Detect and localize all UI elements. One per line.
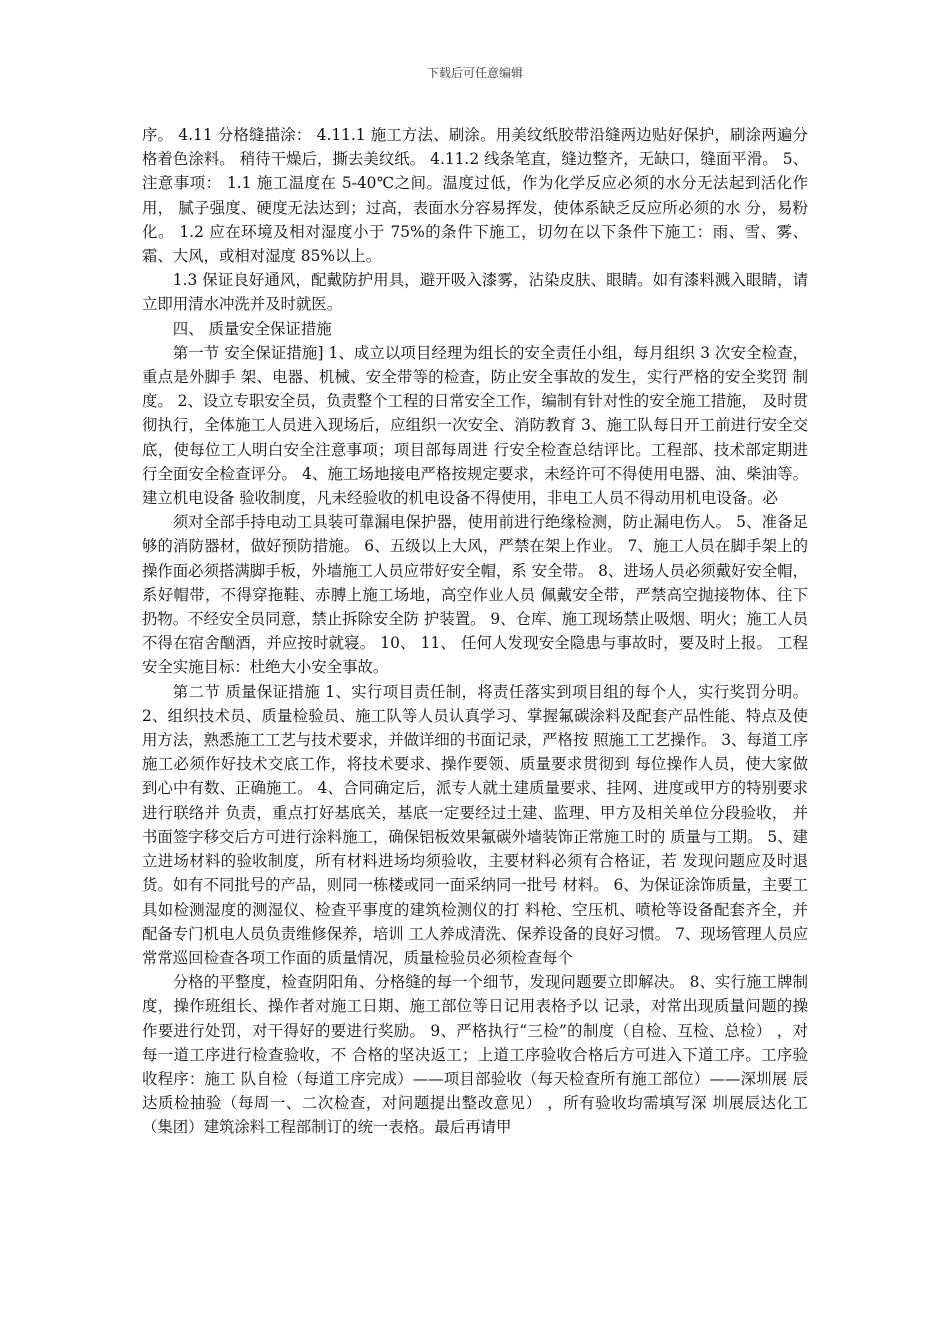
paragraph-safety-continued: 须对全部手持电动工具装可靠漏电保护器，使用前进行绝缘检测，防止漏电伤人。 5、准备足够的消防器材，做好预防措施。 6、五级以上大风，严禁在架上作业。 7、施工人员在脚手架上的操作面必须搭满脚手板，外墙施工人员应带好安全帽，系 安全带。 8、进场人员必须戴好安全帽，系好帽带，不得穿拖鞋、赤膊上施工场地，高空作业人员 佩戴安全带，严禁高空抛接物体、往下扔物。不经安全员同意，禁止拆除安全防 护装置。 9、仓库、施工现场禁止吸烟、明火；施工人员不得在宿舍酗酒，并应按时就寝。 10、 11、 任何人发现安全隐患与事故时，要及时上报。 工程安全实施目标：杜绝大小安全事故。 [142,513,808,677]
paragraph-quality-continued: 分格的平整度，检查阴阳角、分格缝的每一个细节，发现问题要立即解决。 8、实行施工牌制度，操作班组长、操作者对施工日期、施工部位等日记用表格予以 记录，对常出现质量问题的操作要进行处罚，对干得好的要进行奖励。 9、严格执行“三检”的制度（自检、互检、总检） ，对每一道工序进行检查验收，不 合格的坚决返工；上道工序验收合格后方可进入下道工序。工序验收程序：施工 队自检（每道工序完成）——项目部验收（每天检查所有施工部位）——深圳展 辰达质检抽验（每周一、二次检查，对问题提出整改意见） ，所有验收均需填写深 圳展辰达化工（集团）建筑涂料工程部制订的统一表格。最后再请甲 [142,973,808,1137]
paragraph-ventilation: 1.3 保证良好通风，配戴防护用具，避开吸入漆雾，沾染皮肤、眼睛。如有漆料溅入眼睛，请立即用清水冲洗并及时就医。 [142,271,808,314]
paragraph-finishing-notes: 序。 4.11 分格缝描涂： 4.11.1 施工方法、刷涂。用美纹纸胶带沿缝两边贴好保护，刷涂两遍分格着色涂料。 稍待干燥后，撕去美纹纸。 4.11.2 线条笔直，缝边整齐，无缺口，缝面平滑。 5、注意事项： 1.1 施工温度在 5-40℃之间。温度过低，作为化学反应必须的水分无法起到活化作用， 腻子强度、硬度无法达到；过高，表面水分容易挥发，使体系缺乏反应所必须的水 分，易粉化。 1.2 应在环境及相对湿度小于 75%的条件下施工，切勿在以下条件下施工：雨、雪、雾、 霜、大风，或相对湿度 85%以上。 [142,126,808,266]
section-heading-quality-safety: 四、 质量安全保证措施 [172,319,332,338]
paragraph-safety-measures: 第一节 安全保证措施] 1、成立以项目经理为组长的安全责任小组，每月组织 3 次安全检查，重点是外脚手 架、电器、机械、安全带等的检查，防止安全事故的发生，实行严格的安全奖罚 制度。 2、设立专职安全员，负责整个工程的日常安全工作，编制有针对性的安全施工措施， 及时贯彻执行，全体施工人员进入现场后，应组织一次安全、消防教育 3、施工队每日开工前进行安全交底，使每位工人明白安全注意事项；项目部每周进 行安全检查总结评比。工程部、技术部定期进行全面安全检查评分。 4、施工场地接电严格按规定要求，未经许可不得使用电器、油、柴油等。建立机电设备 验收制度，凡未经验收的机电设备不得使用，非电工人员不得动用机电设备。必 [142,343,808,508]
paragraph-quality-measures: 第二节 质量保证措施 1、实行项目责任制，将责任落实到项目组的每个人，实行奖罚分明。 2、组织技术员、质量检验员、施工队等人员认真学习、掌握氟碳涂料及配套产品性能、特点及使用方法，熟悉施工工艺与技术要求，并做详细的书面记录，严格按 照施工工艺操作。 3、每道工序施工必须作好技术交底工作，将技术要求、操作要领、质量要求贯彻到 每位操作人员，使大家做到心中有数、正确施工。 4、合同确定后，派专人就土建质量要求、挂网、进度或甲方的特别要求进行联络并 负责，重点打好基底关，基底一定要经过土建、监理、甲方及相关单位分段验收， 并书面签字移交后方可进行涂料施工，确保铝板效果氟碳外墙装饰正常施工时的 质量与工期。 5、建立进场材料的验收制度，所有材料进场均须验收，主要材料必须有合格证，若 发现问题应及时退货。如有不同批号的产品，则同一栋楼或同一面采纳同一批号 材料。 6、为保证涂饰质量，主要工具如检测湿度的测湿仪、检查平事度的建筑检测仪的打 料枪、空压机、喷枪等设备配套齐全，并配备专门机电人员负责维修保养，培训 工人养成清洗、保养设备的良好习惯。 7、现场管理人员应常常巡回检查各项工作面的质量情况，质量检验员必须检查每个 [142,682,808,967]
document-body [142,123,808,1140]
page-header: 下载后可任意编辑 [426,66,523,80]
